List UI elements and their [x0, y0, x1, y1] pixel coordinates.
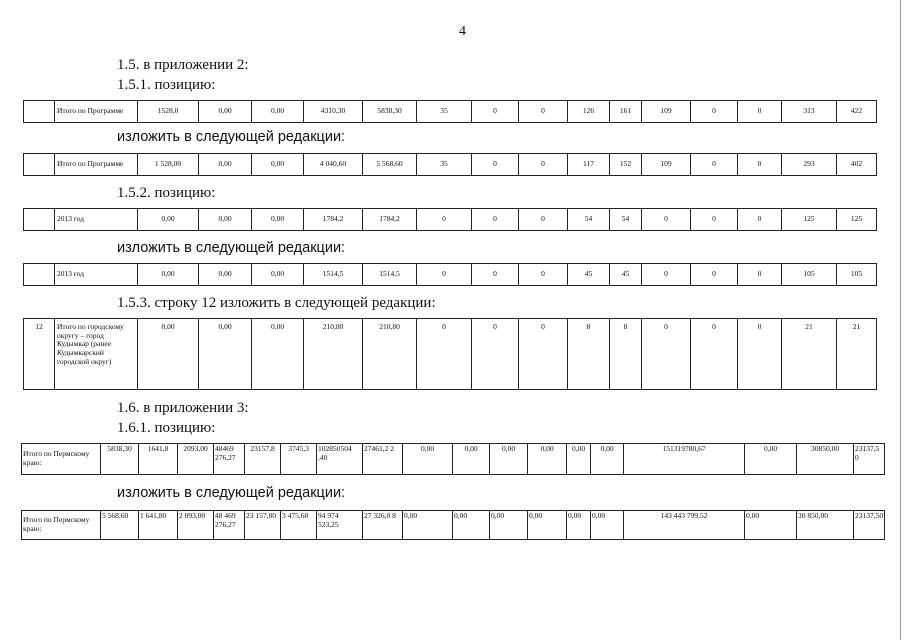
table-cell: 5838,30 — [363, 101, 417, 123]
table-row — [24, 154, 877, 176]
table-cell: 0,00 — [252, 209, 304, 231]
table-cell: 117 — [568, 154, 610, 176]
table-cell: 23 157,80 — [245, 511, 281, 540]
table-cell: 0,00 — [138, 319, 199, 390]
table-row-12 — [23, 318, 877, 390]
heading-restate-2: изложить в следующей редакции: — [117, 240, 346, 256]
table-cell: 0 — [642, 319, 691, 390]
table-cell: 23137,5 0 — [854, 444, 885, 475]
table-1-6-1-new — [21, 510, 885, 540]
table-cell: 0,00 — [252, 319, 304, 390]
table-cell — [24, 154, 55, 176]
table-cell: 0,00 — [567, 444, 591, 475]
table-row — [22, 444, 885, 475]
table-row — [22, 511, 885, 540]
table-cell: 143 443 799,52 — [624, 511, 745, 540]
table-cell: 0 — [738, 319, 782, 390]
table-cell: 48469 276,27 — [214, 444, 245, 475]
heading-restate-1: изложить в следующей редакции: — [117, 129, 346, 145]
heading-1-5-2: 1.5.2. позицию: — [117, 185, 216, 201]
table-cell: 0 — [691, 154, 738, 176]
table-cell: 0 — [519, 264, 568, 286]
table-cell: 0 — [642, 209, 691, 231]
table-cell: 0,00 — [490, 511, 528, 540]
table-cell: 0 — [472, 319, 519, 390]
table-cell: 0 — [519, 209, 568, 231]
table-cell: 54 — [568, 209, 610, 231]
table-cell: 0,00 — [199, 154, 252, 176]
table-cell: 0 — [472, 209, 519, 231]
table-cell: Итого по Пермскому краю: — [22, 511, 101, 540]
table-cell: 1784,2 — [304, 209, 363, 231]
table-row — [24, 101, 877, 123]
table-cell: 0,00 — [252, 101, 304, 123]
table-cell — [24, 264, 55, 286]
table-cell: Итого по Программе — [55, 101, 138, 123]
table-cell: 0,00 — [403, 511, 453, 540]
table-cell: 125 — [837, 209, 877, 231]
table-cell: 0,00 — [453, 444, 490, 475]
table-cell: 0 — [519, 101, 568, 123]
table-cell: 0 — [519, 154, 568, 176]
table-cell: 0 — [519, 319, 568, 390]
table-row — [24, 264, 877, 286]
table-cell: 45 — [610, 264, 642, 286]
heading-1-5-3: 1.5.3. строку 12 изложить в следующей редакции: — [117, 295, 436, 311]
table-cell: 0 — [691, 101, 738, 123]
table-cell: 35 — [417, 101, 472, 123]
table-cell: 94 974 523,25 — [317, 511, 363, 540]
table-cell: 0 — [738, 101, 782, 123]
table-cell: 0,00 — [199, 264, 252, 286]
heading-1-5-1: 1.5.1. позицию: — [117, 77, 216, 93]
table-cell: 0,00 — [252, 154, 304, 176]
table-cell: 21 — [837, 319, 877, 390]
table-cell: 0 — [691, 264, 738, 286]
table-cell: 45 — [568, 264, 610, 286]
table-1-6-1-old — [21, 443, 885, 475]
table-cell: 105 — [837, 264, 877, 286]
table-cell: 0,00 — [199, 319, 252, 390]
heading-1-6-1: 1.6.1. позицию: — [117, 420, 216, 436]
table-cell: 21 — [782, 319, 837, 390]
table-cell: 0 — [417, 209, 472, 231]
table-cell: 152 — [610, 154, 642, 176]
table-cell: 5 568,60 — [101, 511, 139, 540]
table-cell: 2013 год — [55, 264, 138, 286]
heading-1-6: 1.6. в приложении 3: — [117, 400, 249, 416]
table-1-5-1-old — [23, 100, 877, 123]
table-row — [24, 319, 877, 390]
table-cell: 1 641,80 — [139, 511, 178, 540]
table-cell: 3 475,60 — [281, 511, 317, 540]
table-cell: 48 469 276,27 — [214, 511, 245, 540]
heading-1-5: 1.5. в приложении 2: — [117, 57, 249, 73]
table-row — [24, 209, 877, 231]
table-cell: 0,00 — [403, 444, 453, 475]
table-cell: 109 — [642, 154, 691, 176]
table-cell: 0,00 — [528, 511, 567, 540]
table-cell: 125 — [782, 209, 837, 231]
table-cell: 2093,00 — [178, 444, 214, 475]
table-cell: 23137,50 — [854, 511, 885, 540]
table-cell: 5 568,60 — [363, 154, 417, 176]
table-cell: 1641,8 — [139, 444, 178, 475]
table-cell: 0 — [691, 209, 738, 231]
table-cell: 1528,0 — [138, 101, 199, 123]
table-cell: 0,00 — [138, 209, 199, 231]
table-cell: 1 528,00 — [138, 154, 199, 176]
table-1-5-2-old — [23, 208, 877, 231]
table-cell — [24, 209, 55, 231]
table-cell: 313 — [782, 101, 837, 123]
table-cell: 0,00 — [528, 444, 567, 475]
table-cell: Итого по городскому округу – город Кудымкар (ранее Кудымкарский городской округ) — [55, 319, 138, 390]
table-cell: 102850504 ,40 — [317, 444, 363, 475]
table-cell: 12 — [24, 319, 55, 390]
page-edge — [900, 0, 901, 640]
table-cell: 2 093,00 — [178, 511, 214, 540]
table-cell: 0 — [738, 264, 782, 286]
table-cell: 1514,5 — [304, 264, 363, 286]
table-cell: 1514,5 — [363, 264, 417, 286]
table-cell: 0,00 — [567, 511, 591, 540]
table-cell: 0 — [472, 101, 519, 123]
table-cell: 1784,2 — [363, 209, 417, 231]
table-cell: 8 — [568, 319, 610, 390]
table-cell: 3745,3 — [281, 444, 317, 475]
page-number: 4 — [459, 24, 466, 39]
table-cell: 0 — [738, 154, 782, 176]
table-cell: 4310,30 — [304, 101, 363, 123]
table-cell: 151319780,67 — [624, 444, 745, 475]
table-cell — [24, 101, 55, 123]
table-cell: 105 — [782, 264, 837, 286]
table-cell: 2013 год — [55, 209, 138, 231]
heading-restate-3: изложить в следующей редакции: — [117, 485, 346, 501]
table-cell: 0,00 — [199, 209, 252, 231]
table-cell: 0 — [738, 209, 782, 231]
table-cell: 27 326,0 8 — [363, 511, 403, 540]
table-cell: 0 — [642, 264, 691, 286]
table-cell: 402 — [837, 154, 877, 176]
table-cell: 30850,00 — [797, 444, 854, 475]
table-cell: 27461,2 2 — [363, 444, 403, 475]
table-cell: 4 040,60 — [304, 154, 363, 176]
table-cell: 0,00 — [252, 264, 304, 286]
table-cell: 0 — [417, 319, 472, 390]
table-cell: 0,00 — [453, 511, 490, 540]
table-cell: 0,00 — [745, 444, 797, 475]
table-cell: 0,00 — [591, 444, 624, 475]
table-cell: 161 — [610, 101, 642, 123]
table-cell: 5838,30 — [101, 444, 139, 475]
table-cell: 0,00 — [591, 511, 624, 540]
table-cell: 35 — [417, 154, 472, 176]
table-cell: 0 — [472, 264, 519, 286]
table-cell: 0,00 — [138, 264, 199, 286]
table-cell: 293 — [782, 154, 837, 176]
table-cell: 30 850,00 — [797, 511, 854, 540]
table-cell: 54 — [610, 209, 642, 231]
table-cell: 8 — [610, 319, 642, 390]
table-cell: 0,00 — [199, 101, 252, 123]
table-cell: 210,80 — [363, 319, 417, 390]
table-cell: 126 — [568, 101, 610, 123]
table-cell: Итого по Пермскому краю: — [22, 444, 101, 475]
table-cell: 0,00 — [490, 444, 528, 475]
table-1-5-1-new — [23, 153, 877, 176]
table-cell: 210,80 — [304, 319, 363, 390]
table-1-5-2-new — [23, 263, 877, 286]
table-cell: 23157,8 — [245, 444, 281, 475]
table-cell: 109 — [642, 101, 691, 123]
table-cell: 422 — [837, 101, 877, 123]
table-cell: 0,00 — [745, 511, 797, 540]
table-cell: 0 — [691, 319, 738, 390]
table-cell: 0 — [472, 154, 519, 176]
table-cell: 0 — [417, 264, 472, 286]
table-cell: Итого по Программе — [55, 154, 138, 176]
